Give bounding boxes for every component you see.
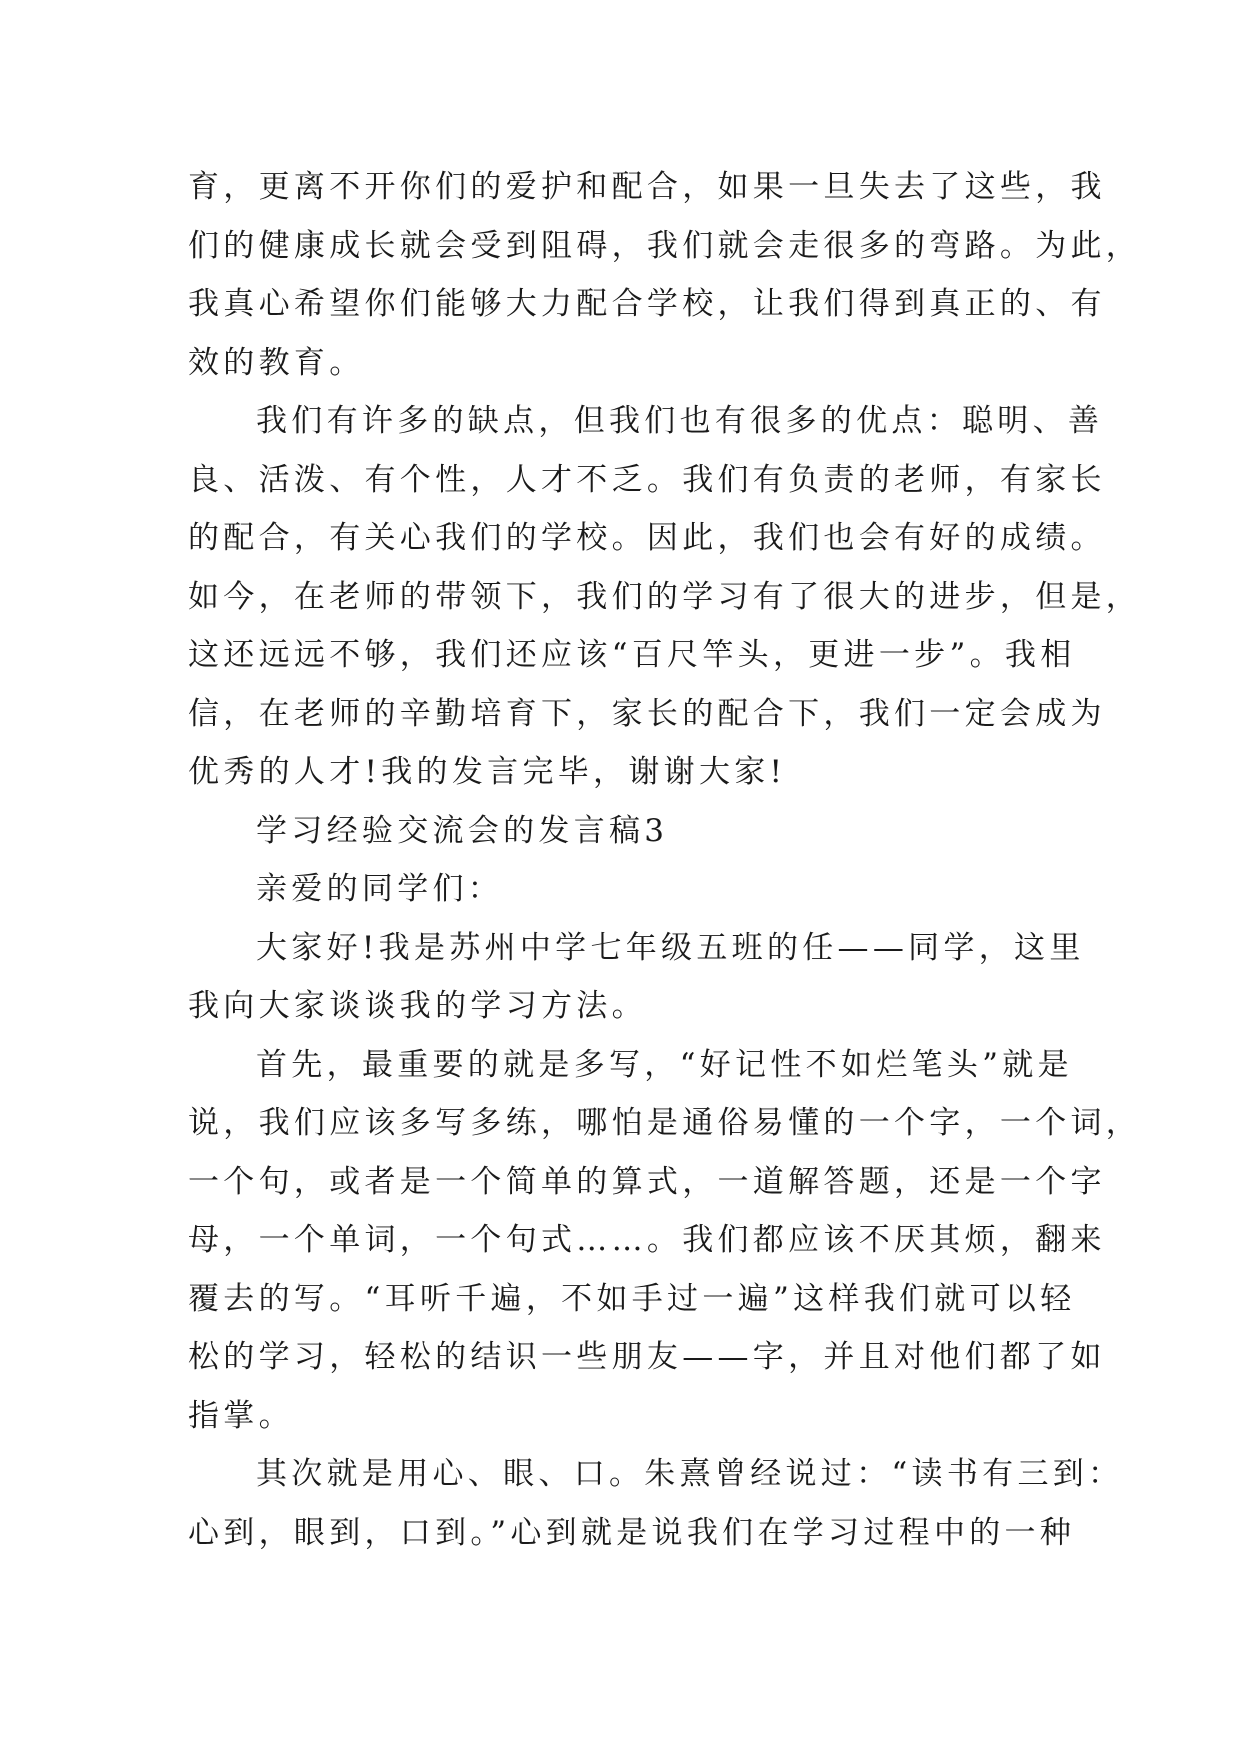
- text-line: 指掌。: [188, 1397, 294, 1434]
- document-page: [188, 158, 1142, 1562]
- text-line: 我们有许多的缺点，但我们也有很多的优点：聪明、善: [256, 403, 1104, 439]
- text-line: 信，在老师的辛勤培育下，家长的配合下，我们一定会成为: [188, 695, 1106, 732]
- text-line: 这还远远不够，我们还应该“百尺竿头，更进一步”。我相: [188, 637, 1076, 673]
- text-line: 母，一个单词，一个句式……。我们都应该不厌其烦，翻来: [188, 1222, 1106, 1258]
- text-line: 优秀的人才!我的发言完毕，谢谢大家!: [188, 754, 787, 790]
- text-line: 说，我们应该多写多练，哪怕是通俗易懂的一个字，一个词，: [188, 1105, 1142, 1141]
- text-line: 其次就是用心、眼、口。朱熹曾经说过：“读书有三到：: [256, 1456, 1124, 1492]
- text-line: 心到，眼到，口到。”心到就是说我们在学习过程中的一种: [188, 1514, 1076, 1551]
- text-line: 的配合，有关心我们的学校。因此，我们也会有好的成绩。: [188, 520, 1106, 556]
- text-line: 良、活泼、有个性，人才不乏。我们有负责的老师，有家长: [188, 461, 1106, 498]
- text-line: 我真心希望你们能够大力配合学校，让我们得到真正的、有: [188, 286, 1106, 322]
- text-line: 们的健康成长就会受到阻碍，我们就会走很多的弯路。为此，: [188, 227, 1142, 264]
- text-line: 一个句，或者是一个简单的算式，一道解答题，还是一个字: [188, 1163, 1106, 1200]
- text-line: 如今，在老师的带领下，我们的学习有了很大的进步，但是，: [188, 578, 1142, 615]
- text-line: 我向大家谈谈我的学习方法。: [188, 988, 647, 1024]
- text-line: 松的学习，轻松的结识一些朋友——字，并且对他们都了如: [188, 1339, 1106, 1375]
- text-line: 育，更离不开你们的爱护和配合，如果一旦失去了这些，我: [188, 169, 1106, 205]
- text-line: 覆去的写。“耳听千遍，不如手过一遍”这样我们就可以轻: [188, 1280, 1076, 1317]
- text-line: 学习经验交流会的发言稿3: [256, 812, 669, 849]
- text-line: 大家好!我是苏州中学七年级五班的任——同学，这里: [256, 929, 1085, 966]
- text-line: 亲爱的同学们：: [256, 871, 504, 907]
- text-line: 效的教育。: [188, 344, 365, 381]
- text-line: 首先，最重要的就是多写，“好记性不如烂笔头”就是: [256, 1046, 1073, 1083]
